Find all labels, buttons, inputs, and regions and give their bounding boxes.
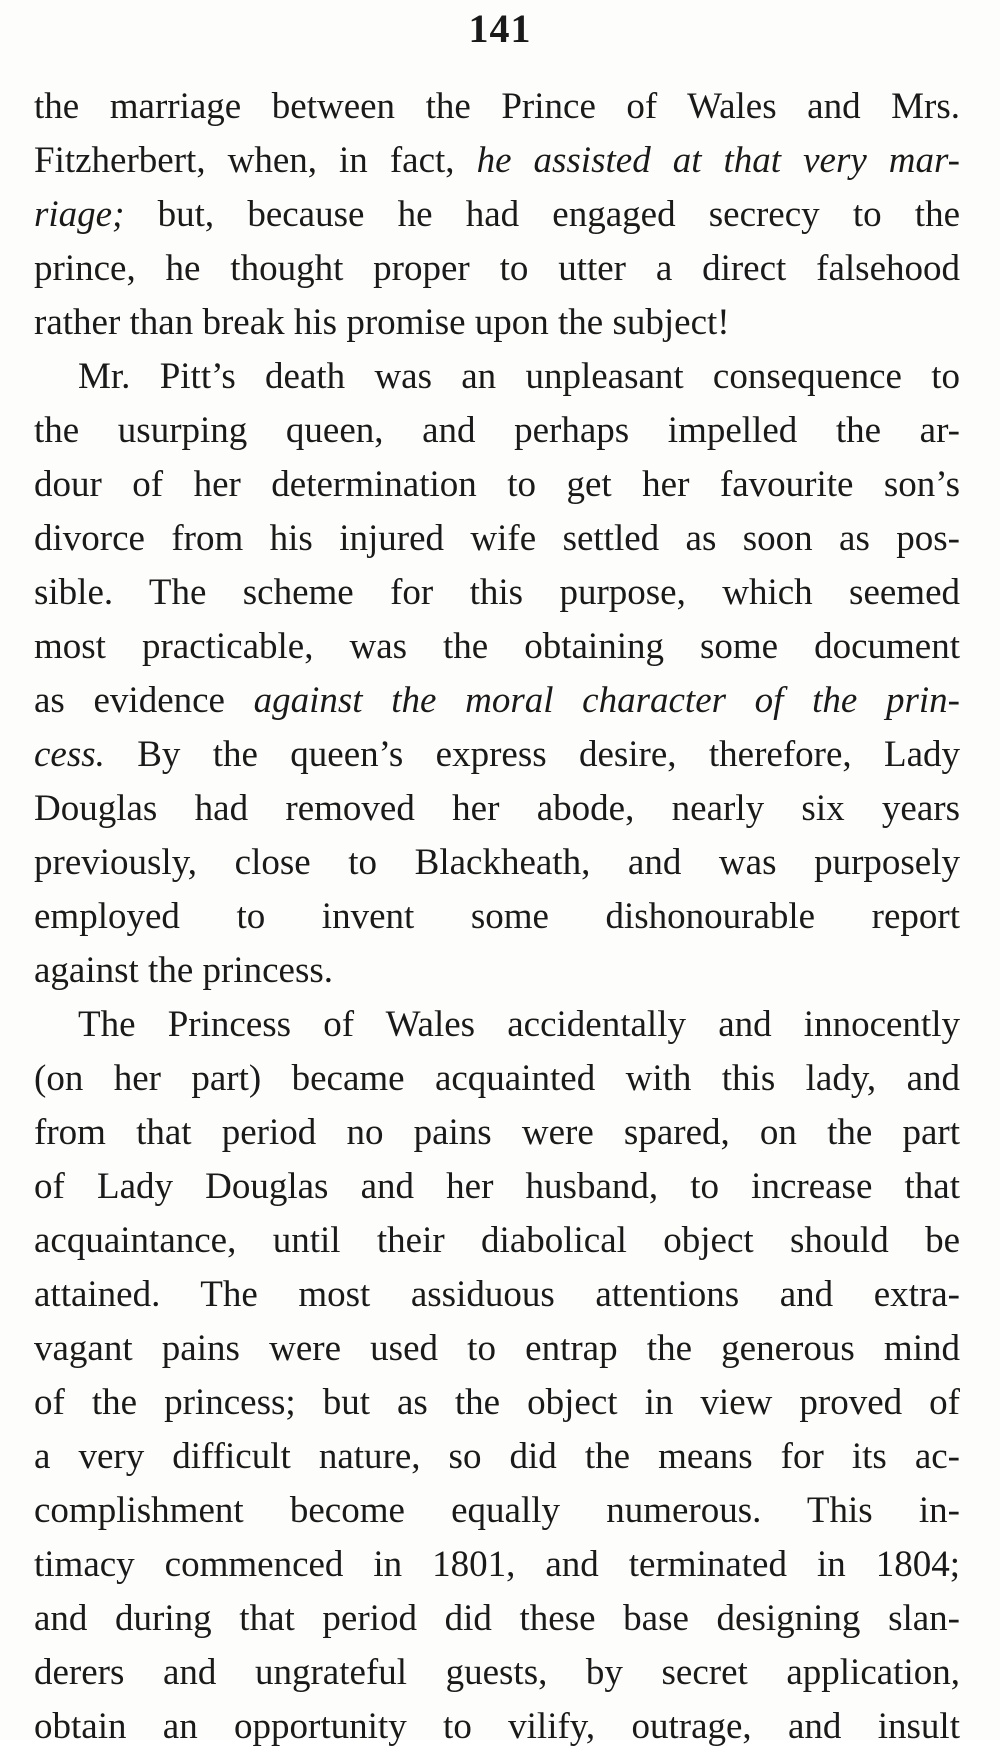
text-line: vagant pains were used to entrap the generous mind: [34, 1328, 960, 1369]
italic-emphasis: against the moral character of the prin-: [253, 680, 960, 721]
text-line: sible. The scheme for this purpose, which seemed: [34, 572, 960, 613]
paragraph-1: [34, 80, 960, 350]
text-line: a very difficult nature, so did the means for its ac-: [34, 1436, 960, 1477]
body-text: [34, 80, 960, 1754]
text-line: of the princess; but as the object in view proved of: [34, 1382, 960, 1423]
text-line: dour of her determination to get her favourite son’s: [34, 464, 960, 505]
text-line: previously, close to Blackheath, and was purposely: [34, 842, 960, 883]
text-line: The Princess of Wales accidentally and innocently: [78, 1004, 960, 1045]
text-line: attained. The most assiduous attentions and extra-: [34, 1274, 960, 1315]
paragraph-2: [34, 350, 960, 998]
text-line: (on her part) became acquainted with this lady, and: [34, 1058, 960, 1099]
text-line: the marriage between the Prince of Wales and Mrs.: [34, 86, 960, 127]
text-line: divorce from his injured wife settled as soon as pos-: [34, 518, 960, 559]
text-line: acquaintance, until their diabolical object should be: [34, 1220, 960, 1261]
text-line: derers and ungrateful guests, by secret application,: [34, 1652, 960, 1693]
text-line: of Lady Douglas and her husband, to increase that: [34, 1166, 960, 1207]
italic-emphasis: riage;: [34, 194, 125, 235]
text-line: against the princess.: [34, 950, 333, 991]
text-line: employed to invent some dishonourable report: [34, 896, 960, 937]
text-line: obtain an opportunity to vilify, outrage, and insult: [34, 1706, 960, 1747]
text-line: from that period no pains were spared, on the part: [34, 1112, 960, 1153]
page-number: 141: [468, 6, 532, 51]
text-line: cess. By the queen’s express desire, therefore, Lady: [34, 734, 960, 775]
italic-emphasis: he assisted at that very mar-: [476, 140, 960, 181]
text-line: riage; but, because he had engaged secrecy to the: [34, 194, 960, 235]
text-line: Fitzherbert, when, in fact, he assisted at that very mar-: [34, 140, 960, 181]
text-line: and during that period did these base designing slan-: [34, 1598, 960, 1639]
text-line: Douglas had removed her abode, nearly six years: [34, 788, 960, 829]
paragraph-3: [34, 998, 960, 1754]
text-line: complishment become equally numerous. This in-: [34, 1490, 960, 1531]
text-line: as evidence against the moral character of the prin-: [34, 680, 960, 721]
text-line: prince, he thought proper to utter a direct falsehood: [34, 248, 960, 289]
text-line: timacy commenced in 1801, and terminated in 1804;: [34, 1544, 960, 1585]
italic-emphasis: cess.: [34, 734, 105, 775]
text-line: most practicable, was the obtaining some document: [34, 626, 960, 667]
text-line: the usurping queen, and perhaps impelled the ar-: [34, 410, 960, 451]
text-line: rather than break his promise upon the subject!: [34, 302, 730, 343]
text-line: Mr. Pitt’s death was an unpleasant consequence to: [78, 356, 960, 397]
